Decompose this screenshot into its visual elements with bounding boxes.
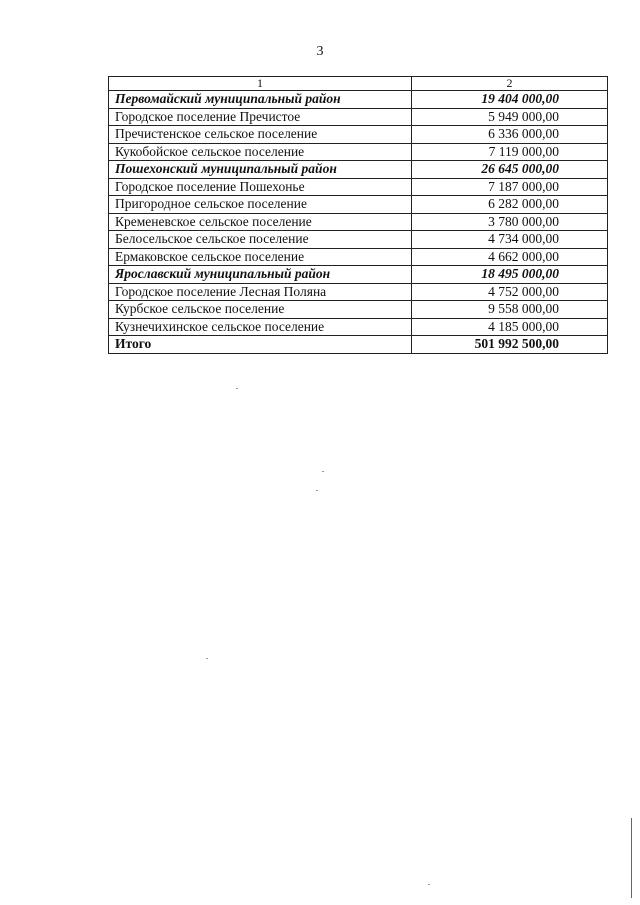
page-number: 3: [316, 44, 324, 59]
row-name: Первомайский муниципальный район: [109, 91, 412, 109]
settlement-row: [109, 231, 608, 249]
total-row: [109, 336, 608, 354]
scan-margin-mark: [631, 818, 632, 898]
table-body: [109, 77, 608, 354]
row-name: Белосельское сельское поселение: [109, 231, 412, 249]
row-name: Кременевское сельское поселение: [109, 213, 412, 231]
budget-table: [108, 76, 608, 354]
district-row: [109, 161, 608, 179]
row-name: Курбское сельское поселение: [109, 301, 412, 319]
row-name: Городское поселение Пошехонье: [109, 178, 412, 196]
row-amount: 4 662 000,00: [412, 248, 608, 266]
scan-speck: [428, 884, 430, 885]
row-name: Кузнечихинское сельское поселение: [109, 318, 412, 336]
row-amount: 4 752 000,00: [412, 283, 608, 301]
scan-speck: [236, 388, 238, 389]
row-name: Пригородное сельское поселение: [109, 196, 412, 214]
scan-speck: [316, 490, 318, 491]
row-amount: 6 336 000,00: [412, 126, 608, 144]
row-amount: 3 780 000,00: [412, 213, 608, 231]
row-amount: 4 185 000,00: [412, 318, 608, 336]
settlement-row: [109, 178, 608, 196]
settlement-row: [109, 283, 608, 301]
column-header-2: 2: [412, 77, 608, 91]
column-header-1: 1: [109, 77, 412, 91]
row-name: Ермаковское сельское поселение: [109, 248, 412, 266]
settlement-row: [109, 143, 608, 161]
row-amount: 26 645 000,00: [412, 161, 608, 179]
row-amount: 18 495 000,00: [412, 266, 608, 284]
scan-speck: [322, 471, 324, 472]
row-amount: 501 992 500,00: [412, 336, 608, 354]
row-amount: 6 282 000,00: [412, 196, 608, 214]
settlement-row: [109, 196, 608, 214]
table-header-row: [109, 77, 608, 91]
scan-speck: [206, 658, 208, 659]
settlement-row: [109, 126, 608, 144]
row-name: Пречистенское сельское поселение: [109, 126, 412, 144]
settlement-row: [109, 108, 608, 126]
district-row: [109, 91, 608, 109]
row-amount: 7 119 000,00: [412, 143, 608, 161]
row-amount: 7 187 000,00: [412, 178, 608, 196]
settlement-row: [109, 301, 608, 319]
row-name: Пошехонский муниципальный район: [109, 161, 412, 179]
settlement-row: [109, 213, 608, 231]
row-name: Ярославский муниципальный район: [109, 266, 412, 284]
settlement-row: [109, 318, 608, 336]
row-name: Городское поселение Пречистое: [109, 108, 412, 126]
row-amount: 4 734 000,00: [412, 231, 608, 249]
row-name: Городское поселение Лесная Поляна: [109, 283, 412, 301]
row-amount: 19 404 000,00: [412, 91, 608, 109]
row-name: Итого: [109, 336, 412, 354]
row-amount: 9 558 000,00: [412, 301, 608, 319]
district-row: [109, 266, 608, 284]
settlement-row: [109, 248, 608, 266]
row-name: Кукобойское сельское поселение: [109, 143, 412, 161]
row-amount: 5 949 000,00: [412, 108, 608, 126]
